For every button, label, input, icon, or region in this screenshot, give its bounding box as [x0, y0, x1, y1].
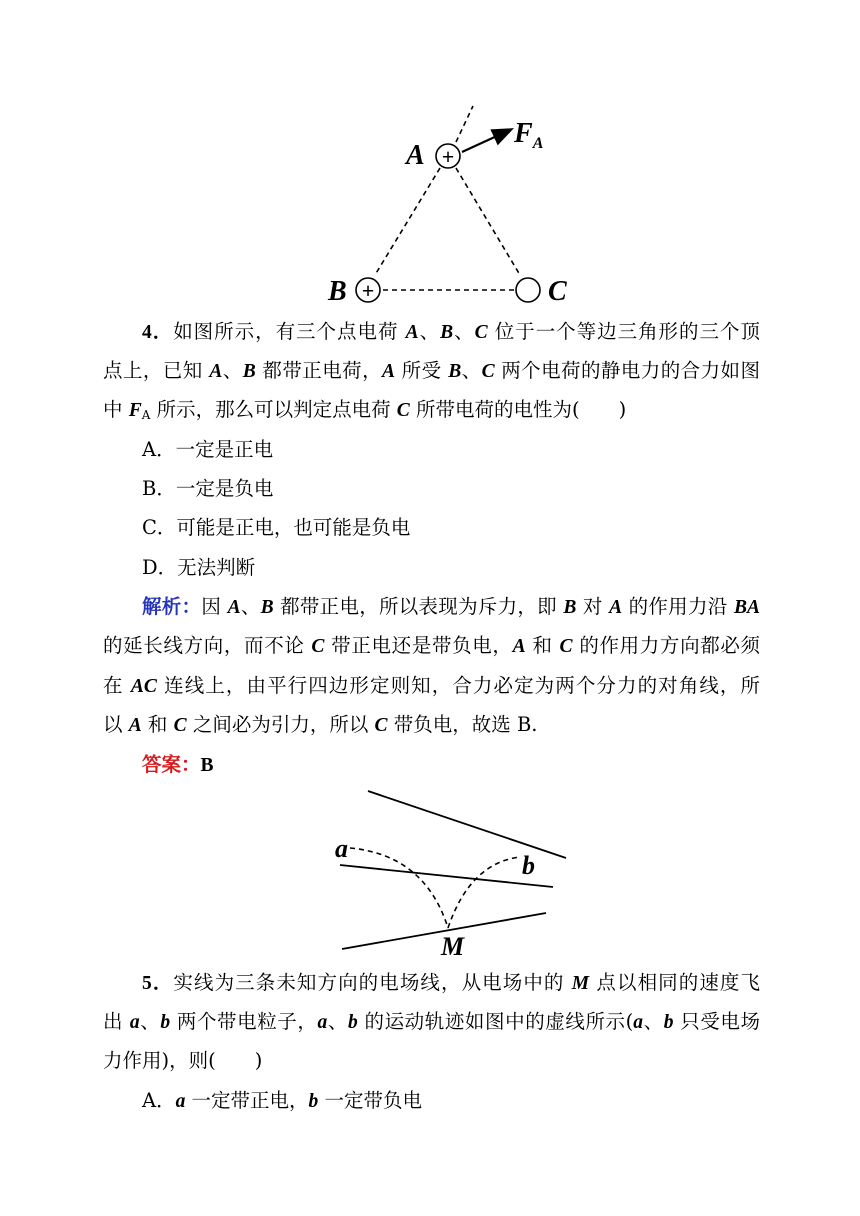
q4-option-a: A．一定是正电: [142, 438, 274, 461]
triangle-charge-figure: [320, 100, 580, 310]
label-b: B: [328, 276, 347, 307]
force-arrow: [462, 130, 510, 152]
q4-line-2: 点上，已知 A、B 都带正电荷，A 所受 B、C 两个电荷的静电力的合力如图: [103, 359, 760, 382]
q5-option-a: A．a 一定带正电，b 一定带负电: [142, 1089, 422, 1112]
label-particle-b: b: [522, 851, 535, 880]
charge-b-plus: +: [361, 278, 375, 303]
q5-line-3: 力作用)，则( ): [103, 1049, 263, 1072]
answer-label: 答案：: [142, 753, 201, 776]
label-force: $F_A$: [514, 118, 544, 152]
label-point-m: M: [441, 932, 465, 960]
line-ac: [456, 168, 520, 275]
line-ab: [375, 168, 440, 275]
q4-option-d: D．无法判断: [142, 556, 256, 579]
q5-line-2: 出 a、b 两个带电粒子，a、b 的运动轨迹如图中的虚线所示(a、b 只受电场: [103, 1010, 760, 1033]
analysis-label: 解析：: [142, 595, 202, 618]
charge-c: [516, 278, 540, 302]
q4-option-b: B．一定是负电: [142, 477, 274, 500]
q5-line-1: 5．实线为三条未知方向的电场线，从电场中的 M 点以相同的速度飞: [142, 971, 760, 994]
label-a: A: [406, 140, 425, 171]
label-c: C: [548, 276, 567, 307]
analysis-line-4: 以 A 和 C 之间必为引力，所以 C 带负电，故选 B.: [103, 713, 538, 736]
q5-number: 5．: [142, 973, 174, 994]
q4-line-1: 4．如图所示，有三个点电荷 A、B、C 位于一个等边三角形的三个顶: [142, 320, 760, 343]
q4-option-c: C．可能是正电，也可能是负电: [142, 516, 411, 539]
trajectory-b: [448, 857, 520, 928]
field-line-top: [368, 791, 566, 858]
analysis-line-2: 的延长线方向，而不论 C 带正电还是带负电，A 和 C 的作用力方向都必须: [103, 634, 761, 657]
field-line-figure: [330, 785, 580, 960]
label-particle-a: a: [335, 834, 348, 863]
answer-value: B: [200, 755, 214, 776]
q4-line-3: 中 $F_A$ 所示，那么可以判定点电荷 C 所带电荷的电性为( ): [103, 398, 627, 422]
extension-line: [456, 106, 473, 142]
answer-line: [142, 751, 760, 780]
trajectory-a: [350, 848, 448, 928]
charge-a-plus: +: [441, 144, 455, 169]
analysis-line-3: 在 AC 连线上，由平行四边形定则知，合力必定为两个分力的对角线，所: [103, 674, 761, 697]
q4-number: 4．: [142, 322, 174, 343]
analysis-line-1: 解析：因 A、B 都带正电，所以表现为斥力，即 B 对 A 的作用力沿 BA: [142, 595, 760, 618]
